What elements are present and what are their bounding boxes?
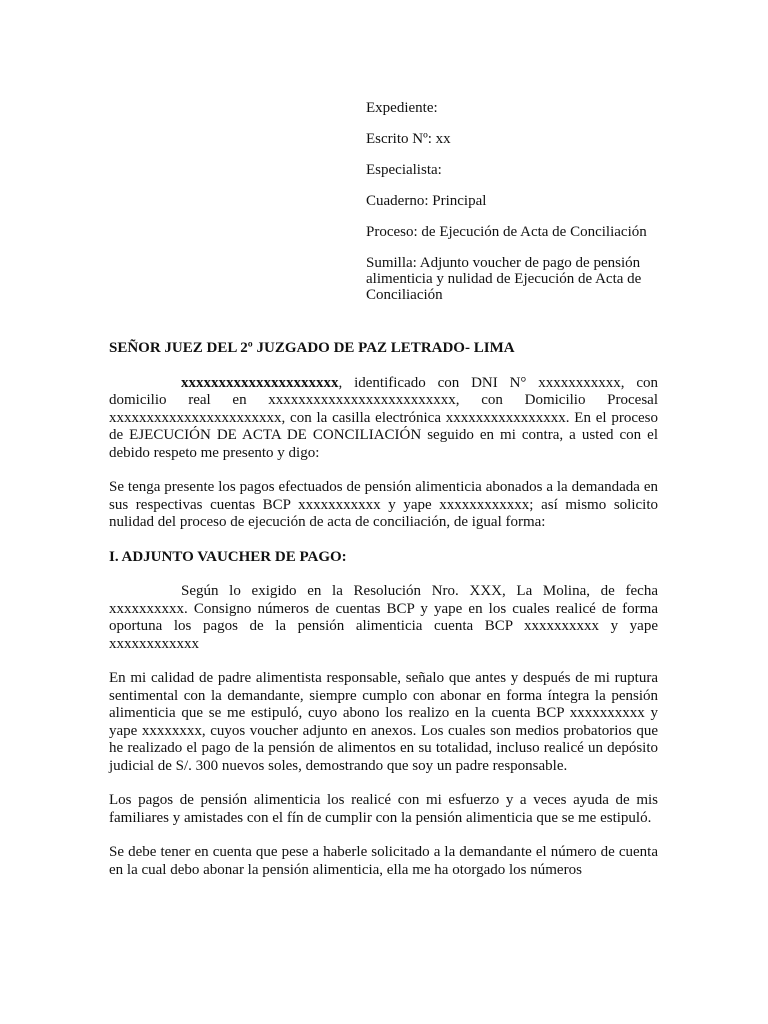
case-header [366,100,666,318]
resolution-paragraph: Según lo exigido en la Resolución Nro. XXX, La Molina, de fecha xxxxxxxxxx. Consigno números de cuentas BCP y yape en los cuales realicé de forma oportuna los pagos de la pensión alimenticia cuenta BCP xxxxxxxxxx y yape xxxxxxxxxxxx [109,583,658,652]
sumilla-line: Sumilla: Adjunto voucher de pago de pensión alimenticia y nulidad de Ejecución de Acta de Conciliación [366,255,642,303]
effort-paragraph: Los pagos de pensión alimenticia los realicé con mi esfuerzo y a veces ayuda de mis familiares y amistades con el fín de cumplir con la pensión alimenticia que se me estipuló. [109,792,658,826]
escrito-line: Escrito Nº: xx [366,131,451,147]
especialista-line: Especialista: [366,162,442,178]
proceso-line: Proceso: de Ejecución de Acta de Conciliación [366,224,647,240]
addressee-heading: SEÑOR JUEZ DEL 2º JUZGADO DE PAZ LETRADO- LIMA [109,340,515,356]
request-paragraph: Se tenga presente los pagos efectuados de pensión alimenticia abonados a la demandada en sus respectivas cuentas BCP xxxxxxxxxxx y yape xxxxxxxxxxxx; así mismo solicito nulidad del proceso de ejecución de acta de conciliación, de igual forma: [109,479,658,530]
expediente-line: Expediente: [366,100,438,116]
section-heading-voucher: I. ADJUNTO VAUCHER DE PAGO: [109,548,347,565]
intro-text: , identificado con DNI N° xxxxxxxxxxx, con domicilio real en xxxxxxxxxxxxxxxxxxxxxxxxx, con Domicilio Procesal xxxxxxxxxxxxxxxxxxxxxxx, con la casilla electrónica xxxxxxxxxxxxxxxx. En el proceso de EJECUCIÓN DE ACTA DE CONCILIACIÓN seguido en mi contra, a usted con el debido respeto me presento y digo: [109,374,658,461]
account-paragraph: Se debe tener en cuenta que pese a haberle solicitado a la demandante el número de cuenta en la cual debo abonar la pensión alimenticia, ella me ha otorgado los números [109,844,658,878]
document-body [109,340,658,896]
intro-paragraph [109,375,658,463]
responsibility-paragraph: En mi calidad de padre alimentista responsable, señalo que antes y después de mi ruptura sentimental con la demandante, siempre cumplo con abonar en forma íntegra la pensión alimenticia que se me estipuló, cuyo abono los realizo en la cuenta BCP xxxxxxxxxx y yape xxxxxxxx, cuyos voucher adjunto en anexos. Los cuales son medios probatorios que he realizado el pago de la pensión de alimentos en su totalidad, incluso realicé un depósito judicial de S/. 300 nuevos soles, demostrando que soy un padre responsable. [109,670,658,774]
petitioner-name: xxxxxxxxxxxxxxxxxxxxx [181,374,339,391]
cuaderno-line: Cuaderno: Principal [366,193,487,209]
